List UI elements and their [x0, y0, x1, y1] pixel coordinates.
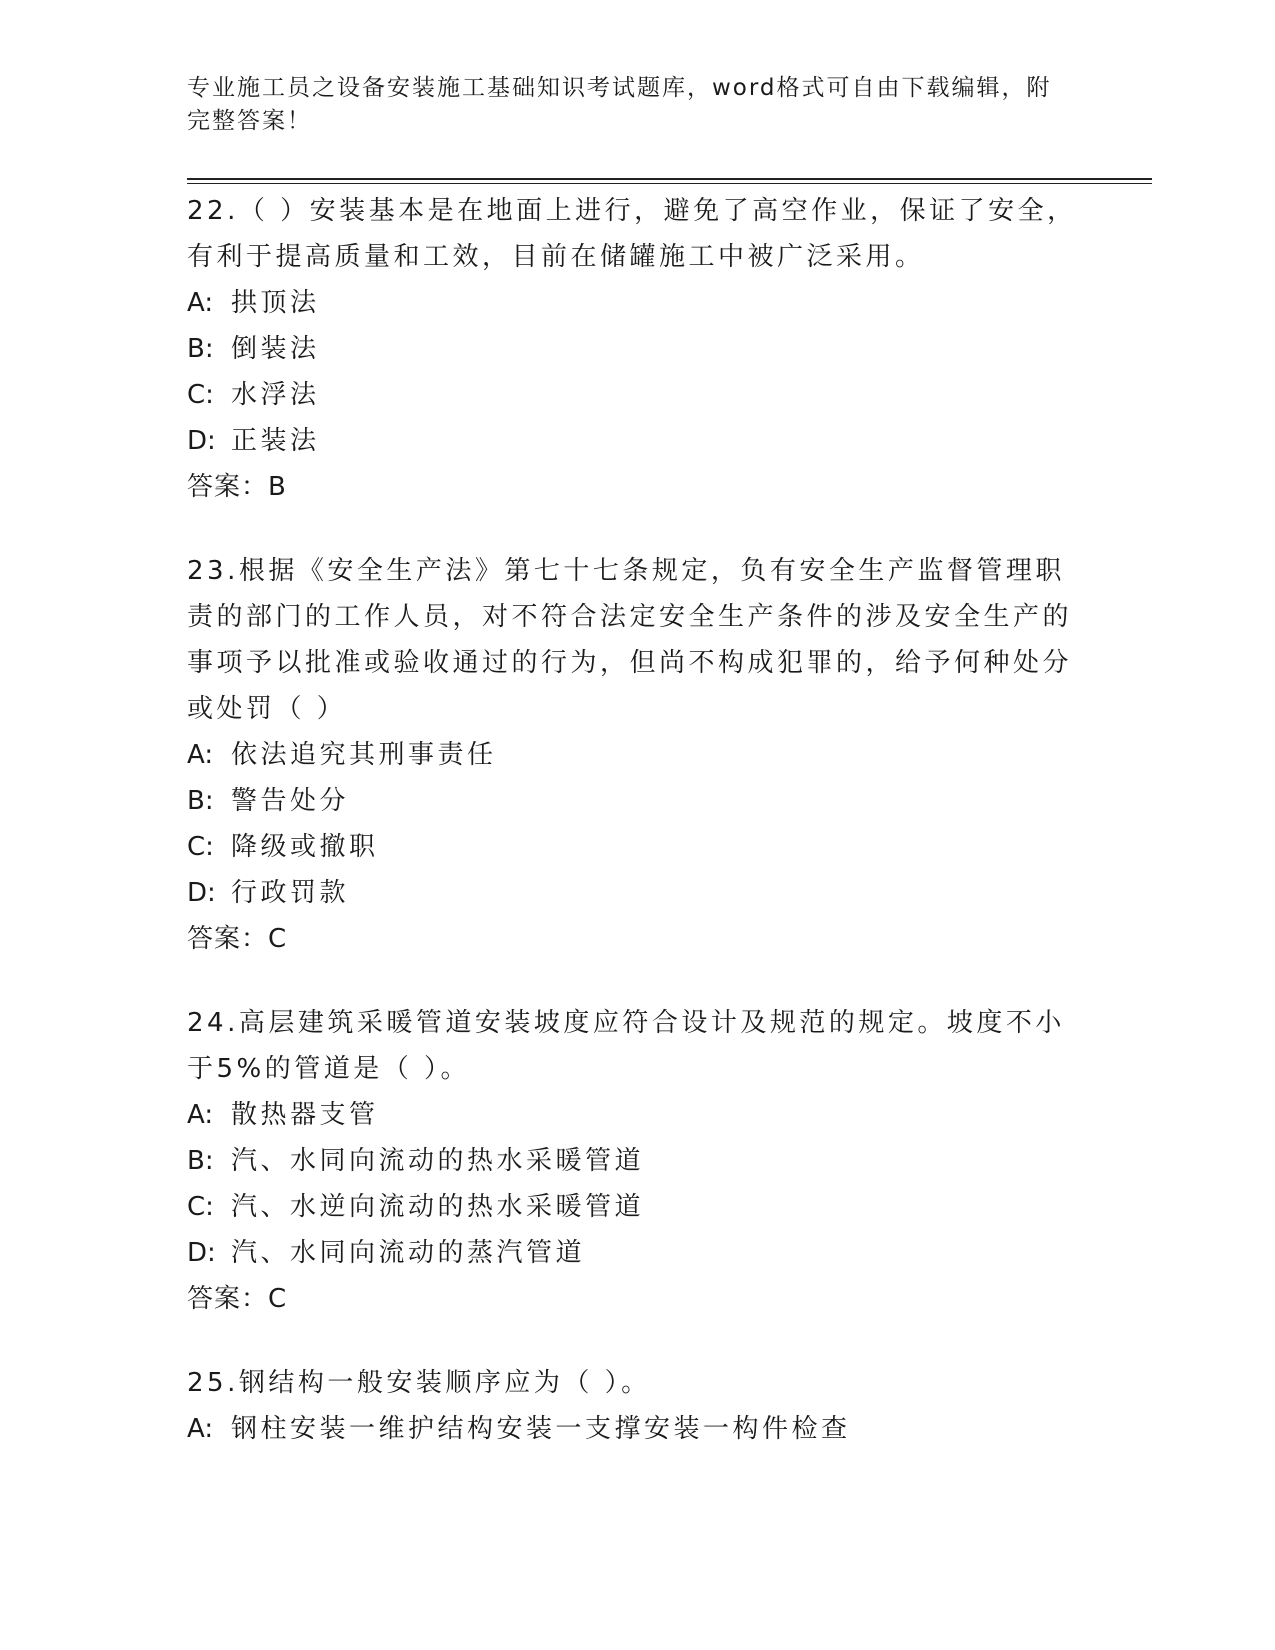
option-text: 汽、水逆向流动的热水采暖管道 [231, 1192, 645, 1222]
option-letter: A: [187, 288, 214, 318]
document-header: 专业施工员之设备安装施工基础知识考试题库，word格式可自由下载编辑，附完整答案！ [187, 75, 1052, 134]
answer-line: 答案：C [187, 1284, 288, 1314]
question-text: 24.高层建筑采暖管道安装坡度应符合设计及规范的规定。坡度不小于5%的管道是（ ）。 [187, 1008, 1065, 1084]
answer-line: 答案：C [187, 924, 288, 954]
header-divider-thick [187, 178, 1152, 180]
option-letter: D: [187, 426, 216, 456]
option-letter: D: [187, 1238, 216, 1268]
option-b [187, 778, 1087, 824]
option-a [187, 1406, 1087, 1452]
option-text: 倒装法 [231, 334, 320, 364]
question-text: 22.（ ）安装基本是在地面上进行，避免了高空作业，保证了安全，有利于提高质量和工效，目前在储罐施工中被广泛采用。 [187, 196, 1077, 272]
option-text: 钢柱安装一维护结构安装一支撑安装一构件检查 [231, 1414, 851, 1444]
option-c [187, 824, 1087, 870]
option-letter: A: [187, 1414, 214, 1444]
option-letter: A: [187, 1100, 214, 1130]
option-letter: C: [187, 832, 214, 862]
header-divider-thin [187, 183, 1152, 184]
option-letter: C: [187, 380, 214, 410]
option-b [187, 326, 1087, 372]
option-text: 行政罚款 [231, 878, 350, 908]
answer-line: 答案：B [187, 472, 287, 502]
option-text: 正装法 [231, 426, 320, 456]
option-text: 汽、水同向流动的蒸汽管道 [231, 1238, 586, 1268]
question-22 [187, 188, 1087, 510]
option-letter: B: [187, 1146, 214, 1176]
question-text: 23.根据《安全生产法》第七十七条规定，负有安全生产监督管理职责的部门的工作人员，对不符合法定安全生产条件的涉及安全生产的事项予以批准或验收通过的行为，但尚不构成犯罪的，给予何种处分或处罚（ ） [187, 556, 1073, 724]
option-letter: D: [187, 878, 216, 908]
option-d [187, 418, 1087, 464]
option-letter: A: [187, 740, 214, 770]
option-c [187, 372, 1087, 418]
question-list [187, 188, 1087, 1490]
option-letter: B: [187, 786, 214, 816]
option-text: 散热器支管 [231, 1100, 379, 1130]
option-d [187, 1230, 1087, 1276]
question-24 [187, 1000, 1087, 1322]
option-a [187, 732, 1087, 778]
question-text: 25.钢结构一般安装顺序应为（ ）。 [187, 1368, 651, 1398]
option-a [187, 280, 1087, 326]
option-c [187, 1184, 1087, 1230]
option-text: 依法追究其刑事责任 [231, 740, 497, 770]
option-text: 汽、水同向流动的热水采暖管道 [231, 1146, 645, 1176]
option-letter: C: [187, 1192, 214, 1222]
option-a [187, 1092, 1087, 1138]
option-d [187, 870, 1087, 916]
option-text: 警告处分 [231, 786, 350, 816]
option-b [187, 1138, 1087, 1184]
option-letter: B: [187, 334, 214, 364]
option-text: 降级或撤职 [231, 832, 379, 862]
question-25 [187, 1360, 1087, 1452]
question-23 [187, 548, 1087, 962]
option-text: 拱顶法 [231, 288, 320, 318]
option-text: 水浮法 [231, 380, 320, 410]
